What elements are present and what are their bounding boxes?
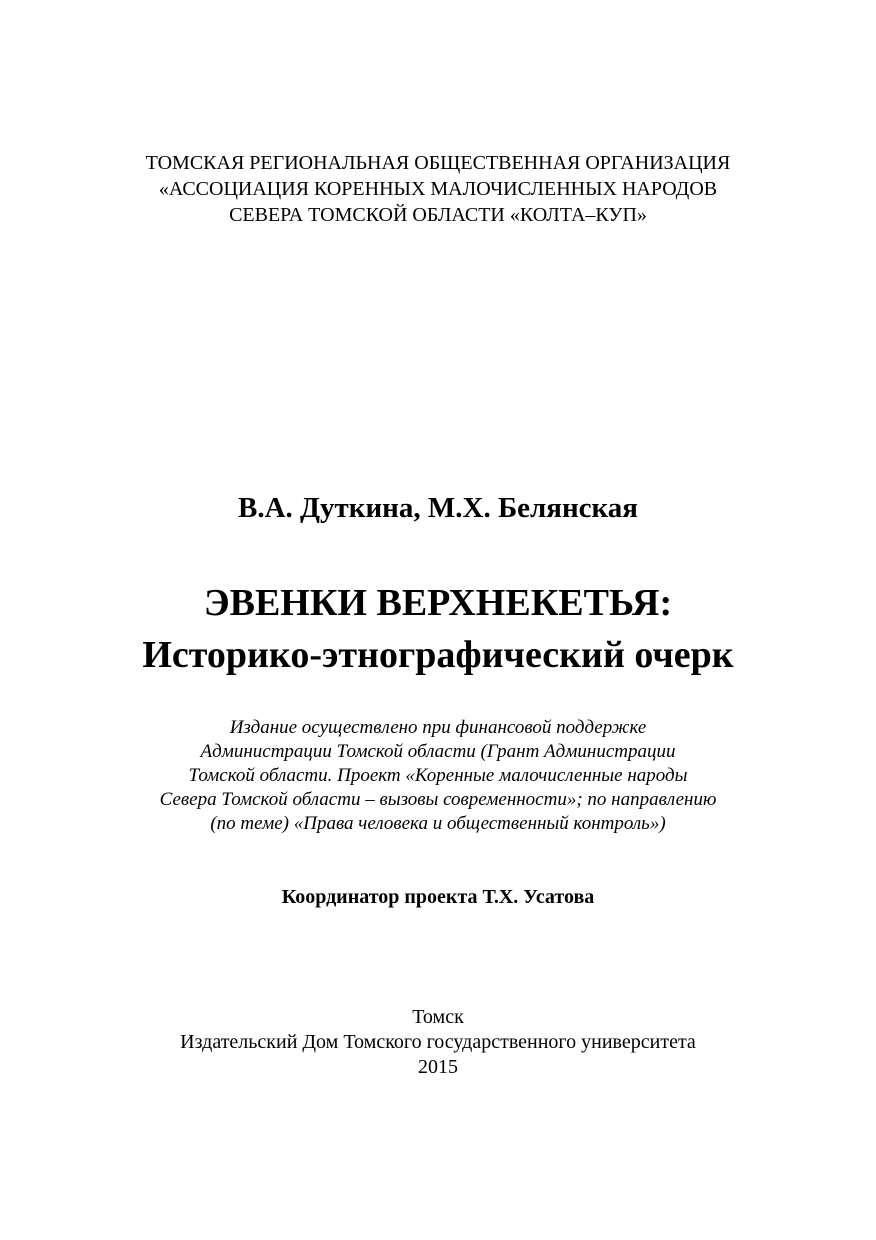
- title-subtitle: Историко-этнографический очерк: [142, 634, 734, 676]
- organization-line-3: СЕВЕРА ТОМСКОЙ ОБЛАСТИ «КОЛТА–КУП»: [229, 204, 647, 226]
- authors: В.А. Дуткина, М.Х. Белянская: [238, 492, 638, 524]
- funding-note: [0, 716, 876, 836]
- funding-note-line-3: Томской области. Проект «Коренные малочисленные народы: [188, 765, 688, 786]
- funding-note-line-1: Издание осуществлено при финансовой поддержке: [229, 717, 647, 738]
- imprint-publisher: Издательский Дом Томского государственного университета: [180, 1031, 696, 1053]
- funding-note-line-5: (по теме) «Права человека и общественный контроль»): [210, 813, 666, 834]
- organization-header: [0, 150, 876, 228]
- funding-note-line-4: Севера Томской области – вызовы современности»; по направлению: [159, 789, 717, 810]
- imprint-year: 2015: [418, 1056, 458, 1078]
- imprint-city: Томск: [412, 1006, 464, 1028]
- organization-line-1: ТОМСКАЯ РЕГИОНАЛЬНАЯ ОБЩЕСТВЕННАЯ ОРГАНИЗАЦИЯ: [145, 152, 731, 174]
- organization-line-2: «АССОЦИАЦИЯ КОРЕННЫХ МАЛОЧИСЛЕННЫХ НАРОДОВ: [158, 178, 718, 200]
- funding-note-line-2: Администрации Томской области (Грант Администрации: [200, 741, 676, 762]
- imprint: [0, 1005, 876, 1080]
- project-coordinator: Координатор проекта Т.Х. Усатова: [281, 886, 595, 908]
- book-title: [0, 577, 876, 681]
- title-main: ЭВЕНКИ ВЕРХНЕКЕТЬЯ:: [203, 582, 673, 624]
